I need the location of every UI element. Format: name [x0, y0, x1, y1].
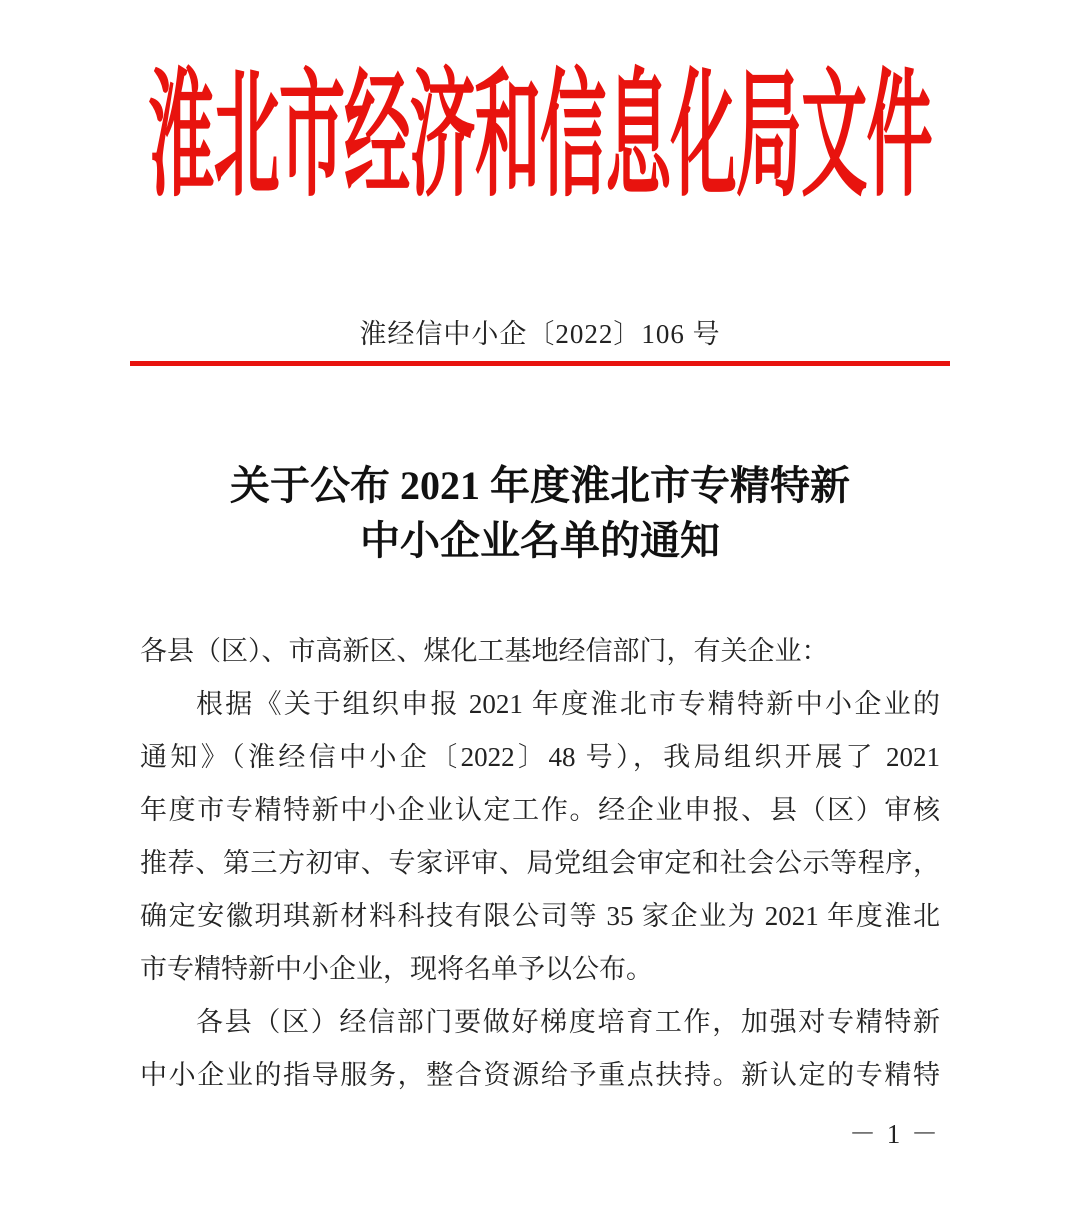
- body-line: 市专精特新中小企业，现将名单予以公布。: [140, 954, 653, 984]
- document-title: [0, 458, 1080, 568]
- body-line: 各县（区）、市高新区、煤化工基地经信部门，有关企业：: [140, 636, 829, 666]
- body-line: 根据《关于组织申报 2021 年度淮北市专精特新中小企业的: [196, 689, 940, 719]
- document-title-line-2: 中小企业名单的通知: [360, 518, 720, 563]
- agency-title: 淮北市经济和信息化局文件: [148, 60, 932, 213]
- document-number: 淮经信中小企〔2022〕106 号: [359, 319, 721, 349]
- document-title-line-1: 关于公布 2021 年度淮北市专精特新: [230, 463, 850, 508]
- body-line: 各县（区）经信部门要做好梯度培育工作，加强对专精特新: [196, 1007, 940, 1037]
- body-line: 确定安徽玥琪新材料科技有限公司等 35 家企业为 2021 年度淮北: [140, 901, 940, 931]
- body-line: 通知》（淮经信中小企〔2022〕48 号），我局组织开展了 2021: [140, 742, 940, 772]
- body-line: 推荐、第三方初审、专家评审、局党组会审定和社会公示等程序，: [140, 848, 940, 878]
- body-line: 中小企业的指导服务，整合资源给予重点扶持。新认定的专精特: [140, 1060, 940, 1090]
- body-line: 年度市专精特新中小企业认定工作。经企业申报、县（区）审核: [140, 795, 940, 825]
- document-body: [140, 625, 940, 1102]
- red-header-banner: [0, 60, 1080, 213]
- red-divider-rule: [130, 361, 950, 366]
- page-number: － 1 －: [849, 1119, 940, 1149]
